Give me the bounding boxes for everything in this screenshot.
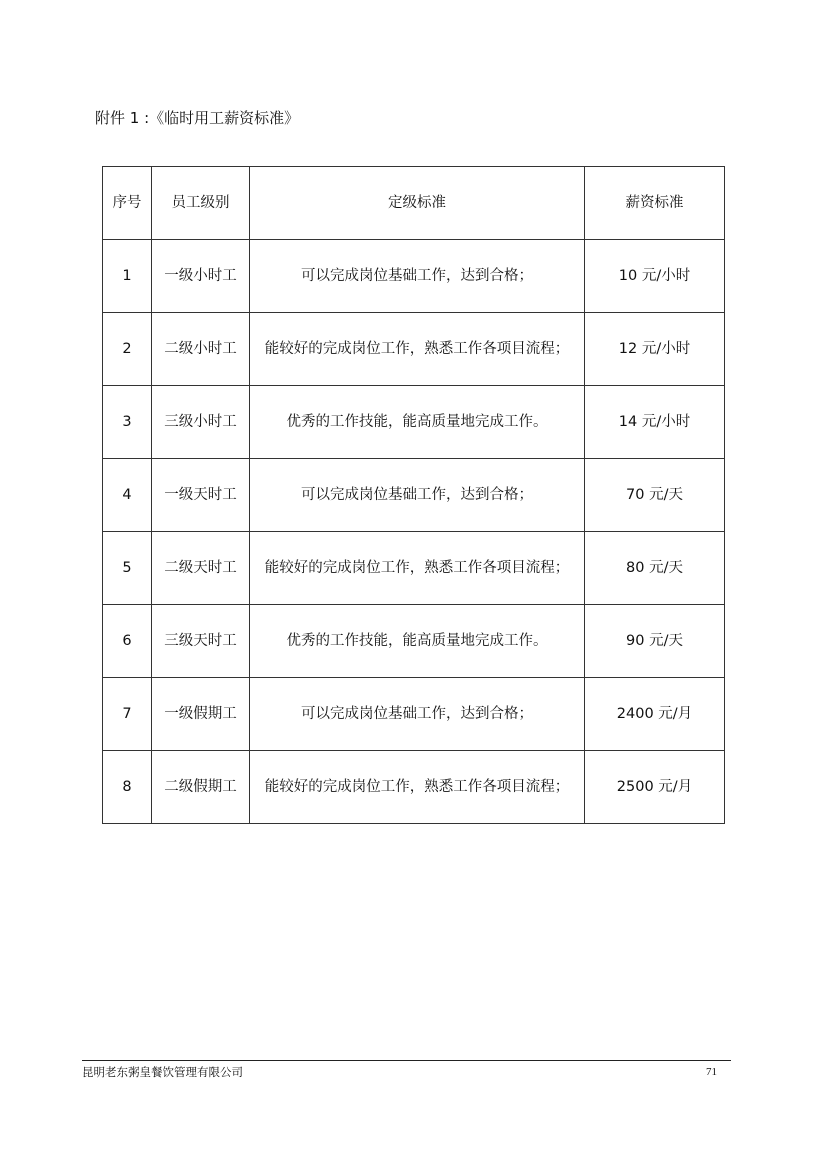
- table-row: [103, 605, 725, 678]
- cell-employee-level: 二级小时工: [152, 313, 250, 386]
- cell-serial-number: 3: [103, 386, 152, 459]
- table-row: [103, 240, 725, 313]
- cell-salary: 80 元/天: [585, 532, 725, 605]
- footer-divider: [82, 1060, 731, 1061]
- cell-salary: 90 元/天: [585, 605, 725, 678]
- cell-salary: 12 元/小时: [585, 313, 725, 386]
- cell-salary: 70 元/天: [585, 459, 725, 532]
- cell-employee-level: 一级假期工: [152, 678, 250, 751]
- table-header-row: [103, 167, 725, 240]
- table-row: [103, 532, 725, 605]
- table-row: [103, 678, 725, 751]
- cell-grading-criteria: 能较好的完成岗位工作，熟悉工作各项目流程；: [250, 532, 585, 605]
- cell-grading-criteria: 能较好的完成岗位工作，熟悉工作各项目流程；: [250, 313, 585, 386]
- header-salary-standard: 薪资标准: [585, 167, 725, 240]
- cell-employee-level: 一级小时工: [152, 240, 250, 313]
- header-employee-level: 员工级别: [152, 167, 250, 240]
- cell-employee-level: 二级天时工: [152, 532, 250, 605]
- cell-salary: 2500 元/月: [585, 751, 725, 824]
- cell-grading-criteria: 可以完成岗位基础工作，达到合格；: [250, 459, 585, 532]
- cell-serial-number: 2: [103, 313, 152, 386]
- table-row: [103, 459, 725, 532]
- table-row: [103, 751, 725, 824]
- cell-employee-level: 二级假期工: [152, 751, 250, 824]
- cell-salary: 2400 元/月: [585, 678, 725, 751]
- cell-salary: 10 元/小时: [585, 240, 725, 313]
- cell-salary: 14 元/小时: [585, 386, 725, 459]
- cell-employee-level: 一级天时工: [152, 459, 250, 532]
- table-row: [103, 386, 725, 459]
- cell-grading-criteria: 优秀的工作技能，能高质量地完成工作。: [250, 605, 585, 678]
- cell-serial-number: 8: [103, 751, 152, 824]
- table-row: [103, 313, 725, 386]
- header-grading-criteria: 定级标准: [250, 167, 585, 240]
- cell-serial-number: 4: [103, 459, 152, 532]
- cell-grading-criteria: 可以完成岗位基础工作，达到合格；: [250, 678, 585, 751]
- cell-grading-criteria: 可以完成岗位基础工作，达到合格；: [250, 240, 585, 313]
- cell-serial-number: 1: [103, 240, 152, 313]
- footer-company-name: 昆明老东粥皇餐饮管理有限公司: [82, 1065, 243, 1079]
- cell-grading-criteria: 能较好的完成岗位工作，熟悉工作各项目流程；: [250, 751, 585, 824]
- cell-grading-criteria: 优秀的工作技能，能高质量地完成工作。: [250, 386, 585, 459]
- wage-standard-table: [102, 166, 725, 824]
- cell-serial-number: 5: [103, 532, 152, 605]
- page-number: 71: [706, 1066, 717, 1078]
- cell-serial-number: 6: [103, 605, 152, 678]
- cell-employee-level: 三级天时工: [152, 605, 250, 678]
- cell-employee-level: 三级小时工: [152, 386, 250, 459]
- cell-serial-number: 7: [103, 678, 152, 751]
- document-title: 附件 1 :《临时用工薪资标准》: [95, 109, 300, 127]
- header-serial-number: 序号: [103, 167, 152, 240]
